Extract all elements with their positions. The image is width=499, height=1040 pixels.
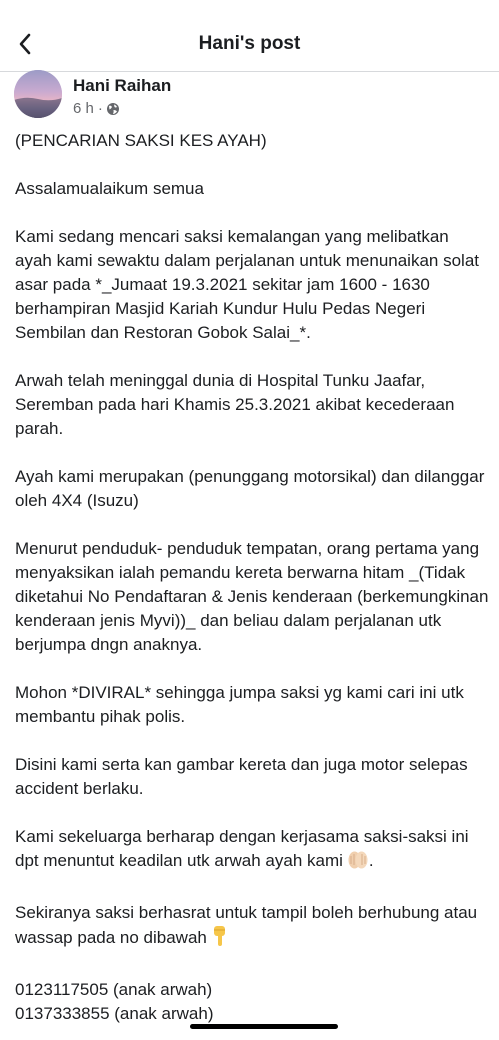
author-name[interactable]: Hani Raihan (73, 76, 172, 95)
post-meta (73, 100, 120, 118)
pointing-down-icon (211, 925, 229, 954)
post-paragraph: Mohon *DIVIRAL* sehingga jumpa saksi yg kami cari ini utk membantu pihak polis. (15, 683, 464, 726)
top-bar (0, 0, 499, 72)
post-time[interactable]: 6 h (73, 100, 94, 117)
avatar[interactable] (14, 70, 62, 118)
post-paragraph: Kami sedang mencari saksi kemalangan yang melibatkan ayah kami sewaktu dalam perjalanan untuk menunaikan solat asar pada *_Jumaat 19.3.2021 sekitar jam 1600 - 1630 berhampiran Masjid Kariah Kundur Hulu Pedas Negeri Sembilan dan Restoran Gobok Salai_*. (15, 227, 479, 342)
meta-separator: · (97, 100, 103, 117)
home-indicator[interactable] (190, 1024, 338, 1029)
praying-hands-icon (347, 850, 369, 877)
post-paragraph (15, 901, 489, 954)
post-paragraph: Menurut penduduk- penduduk tempatan, orang pertama yang menyaksikan ialah pemandu kereta berwarna hitam _(Tidak diketahui No Pendaftaran & Jenis kenderaan (berkemungkinan kenderaan jenis Myvi))_ dan beliau dalam perjalanan utk berjumpa dngn anaknya. (15, 539, 489, 654)
post-header (14, 70, 484, 120)
globe-icon (106, 102, 120, 116)
paragraph-suffix: . (368, 851, 374, 870)
post-paragraph: Disini kami serta kan gambar kereta dan juga motor selepas accident berlaku. (15, 755, 468, 798)
post-paragraph-text: Kami sekeluarga berharap dengan kerjasama saksi-saksi ini dpt menuntut keadilan utk arwah ayah kami (15, 827, 469, 870)
post-paragraph: Ayah kami merupakan (penunggang motorsikal) dan dilanggar oleh 4X4 (Isuzu) (15, 467, 485, 510)
post-paragraph-text: Sekiranya saksi berhasrat untuk tampil boleh berhubung atau wassap pada no dibawah (15, 903, 478, 947)
post-body (15, 129, 489, 1026)
post-paragraph: (PENCARIAN SAKSI KES AYAH) (15, 131, 267, 150)
post-paragraph: Assalamualaikum semua (15, 179, 204, 198)
page-title: Hani's post (198, 33, 301, 54)
post-paragraph: Arwah telah meninggal dunia di Hospital Tunku Jaafar, Seremban pada hari Khamis 25.3.2021 akibat kecederaan parah. (15, 371, 455, 438)
phone-number[interactable]: 0123117505 (anak arwah) (15, 980, 213, 999)
phone-number[interactable]: 0137333855 (anak arwah) (15, 1004, 214, 1023)
post-paragraph (15, 825, 489, 877)
